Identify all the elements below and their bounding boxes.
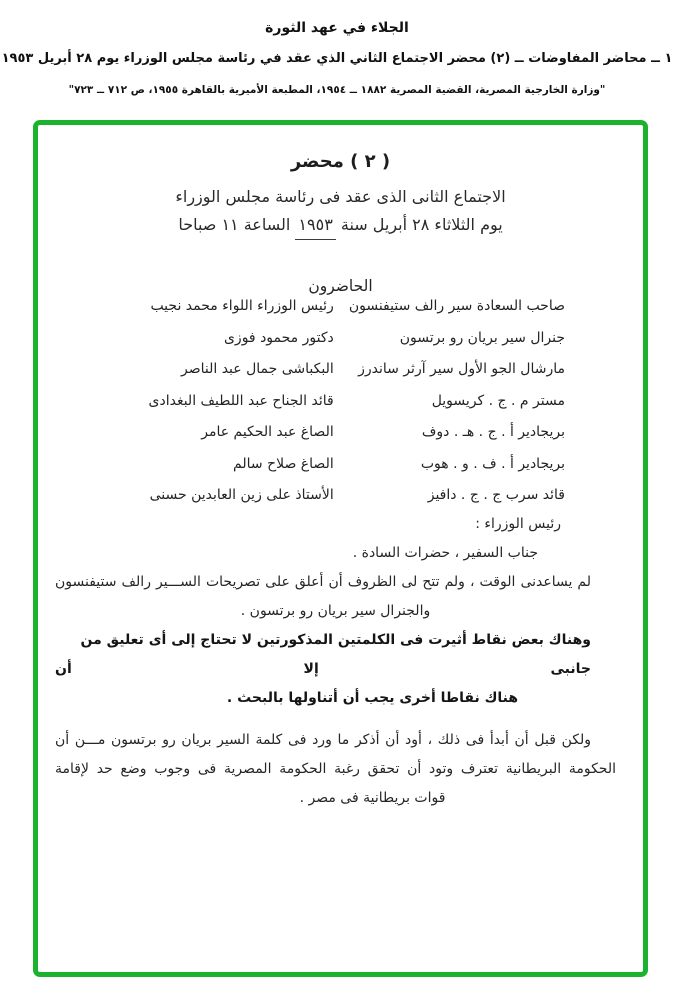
british-attendee: جنرال سير بريان رو برتسون — [399, 329, 565, 346]
british-attendee: مارشال الجو الأول سير آرثر ساندرز — [358, 361, 565, 377]
british-attendee: مستر م . ج . كريسويل — [431, 392, 565, 409]
paragraph-1-line-2: والجنرال سير بريان رو برتسون . — [240, 603, 431, 619]
paragraph-1-line-1: لم يساعدنى الوقت ، ولم تتح لى الظروف أن أعلق على تصريحات الســـير رالف ستيفنسون — [55, 574, 591, 590]
egyptian-attendee: الصاغ عبد الحكيم عامر — [201, 424, 334, 440]
salutation-line: جناب السفير ، حضرات السادة . — [352, 545, 538, 561]
attendee-row — [93, 480, 565, 512]
attendees-table — [93, 291, 565, 512]
british-attendee: بريجادير أ . ف . و . هوب — [420, 455, 565, 472]
paragraph-3-line-1: ولكن قبل أن أبدأ فى ذلك ، أود أن أذكر ما ورد فى كلمة السير بريان رو برتسون مـــن أن — [55, 732, 591, 748]
minutes-body — [55, 510, 616, 813]
speaker-label: رئيس الوزراء : — [475, 516, 561, 532]
paragraph-3-line-2: الحكومة البريطانية تعترف وتود أن تحقق رغبة الحكومة المصرية فى وجوب وضع حد لإقامة — [55, 761, 616, 777]
egyptian-attendee: رئيس الوزراء اللواء محمد نجيب — [150, 298, 334, 314]
attendee-row — [93, 449, 565, 481]
date-prefix: يوم الثلاثاء ٢٨ أبريل سنة — [335, 215, 503, 234]
british-attendee: صاحب السعادة سير رالف ستيفنسون — [348, 298, 565, 314]
chapter-citation-line: ١ ــ محاضر المفاوضات ــ (٢) محضر الاجتماع الثاني الذي عقد في رئاسة مجلس الوزراء يوم ٢٨ أبريل ١٩٥٣ — [1, 51, 673, 66]
meeting-date-line — [38, 215, 643, 234]
egyptian-attendee: الأستاذ على زين العابدين حسنى — [149, 487, 334, 503]
paragraph-3-line-3: قوات بريطانية فى مصر . — [299, 790, 446, 806]
meeting-year-underlined: ١٩٥٣ — [295, 215, 335, 240]
attendee-row — [93, 291, 565, 323]
attendees-heading: الحاضرون — [308, 277, 373, 295]
book-title: الجلاء في عهد الثورة — [265, 20, 409, 36]
minutes-heading: ( ٢ ) محضر — [290, 151, 391, 172]
british-attendee: بريجادير أ . ج . هـ . دوف — [421, 424, 565, 440]
attendee-row — [93, 417, 565, 449]
paragraph-2-line-2: هناك نقاطا أخرى يجب أن أتناولها بالبحث . — [226, 690, 519, 706]
british-attendee: قائد سرب ج . ج . دافيز — [427, 487, 565, 503]
egyptian-attendee: دكتور محمود فوزى — [223, 329, 334, 346]
green-frame — [33, 120, 648, 977]
source-citation: "وزارة الخارجية المصرية، القضية المصرية ١٨٨٢ ــ ١٩٥٤، المطبعة الأميرية بالقاهرة ١٩٥٥، ص ٧١٢ ــ ٧٢٣" — [68, 84, 606, 96]
session-title-line: الاجتماع الثانى الذى عقد فى رئاسة مجلس الوزراء — [175, 187, 506, 206]
egyptian-attendee: الصاغ صلاح سالم — [233, 455, 334, 472]
egyptian-attendee: البكباشى جمال عبد الناصر — [181, 361, 334, 377]
attendee-row — [93, 323, 565, 355]
egyptian-attendee: قائد الجناح عبد اللطيف البغدادى — [148, 392, 334, 409]
paragraph-2-line-1: وهناك بعض نقاط أثيرت فى الكلمتين المذكورتين لا تحتاج إلى أى تعليق من جانبى إلا أن — [55, 632, 591, 677]
attendee-row — [93, 386, 565, 418]
attendee-row — [93, 354, 565, 386]
date-suffix: الساعة ١١ صباحا — [178, 215, 296, 234]
